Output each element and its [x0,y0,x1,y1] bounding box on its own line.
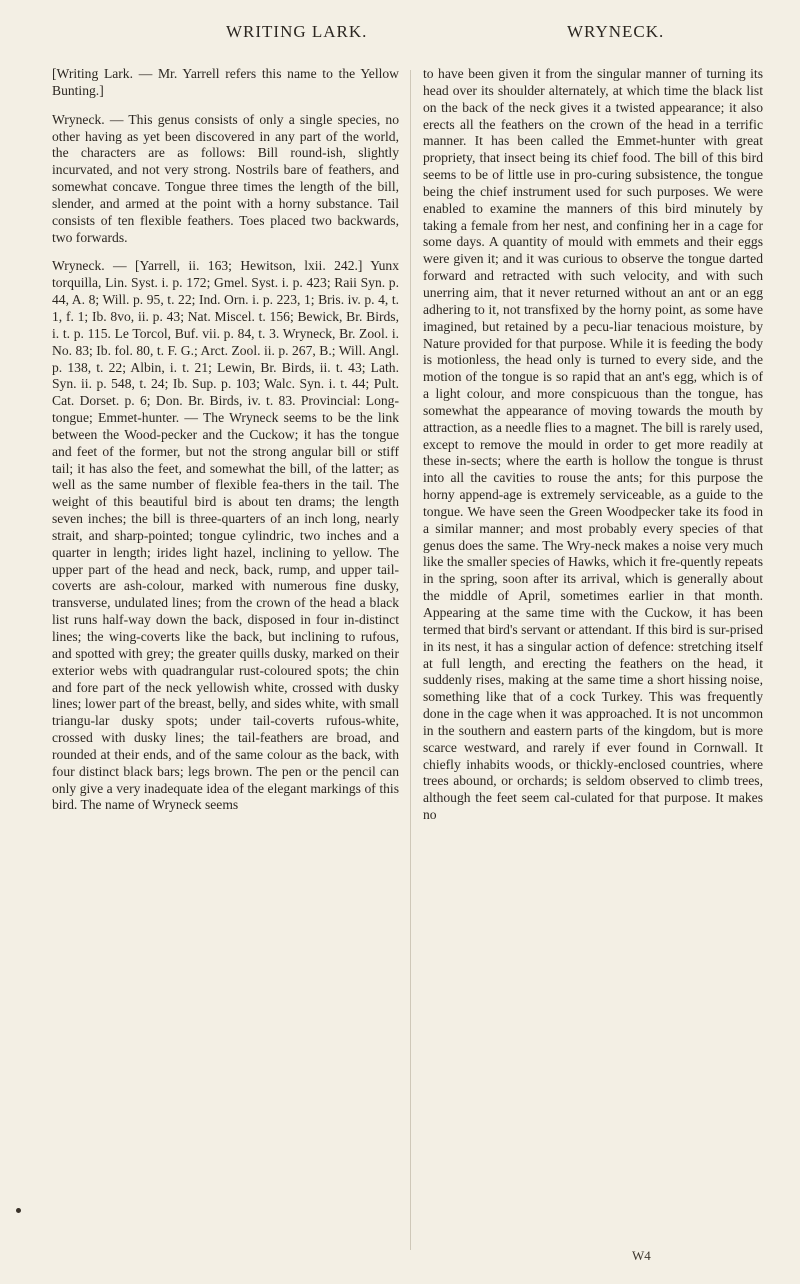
margin-mark [16,1208,21,1213]
genus-description: Wryneck. — This genus consists of only a single species, no other having as yet been discovered in any part of the world, the characters are as follows: Bill round-ish, slightly incurvated, and not very strong. Nostrils bare of feathers, and somewhat concave. Tongue three times the length of the bill, slender, and armed at the point with a horny substance. Tail consists of ten flexible feathers. Toes placed two backwards, two forwards. [52,111,399,245]
left-column [52,66,399,814]
editorial-note: [Writing Lark. — Mr. Yarrell refers this name to the Yellow Bunting.] [52,66,399,98]
right-column [423,66,763,824]
species-entry-continued: to have been given it from the singular manner of turning its head over its shoulder alternately, at which time the black list on the back of the neck gives it a twisted appearance; it also erects all the feathers on the crown of the head in a terrific manner. It has been called the Emmet-hunter with great propriety, that insect being its chief food. The bill of this bird seems to be of little use in pro-curing subsistence, the tongue being the chief instrument used for such purposes. We were enabled to examine the manners of this bird minutely by taking a female from her nest, and confining her in a cage for some days. A quantity of mould with emmets and their eggs were given it; and it was curious to observe the tongue darted forward and retracted with such velocity, and with such unerring aim, that it never returned without an ant or an egg adhering to it, not transfixed by the horny point, as some have imagined, but retained by a pecu-liar tenacious moisture, by Nature provided for that purpose. While it is feeding the body is motionless, the head only is turned to every side, and the motion of the tongue is so rapid that an ant's egg, which is of a light colour, and more conspicuous than the tongue, has somewhat the appearance of moving towards the mouth by attraction, as a needle flies to a magnet. The bill is rarely used, except to remove the mould in order to get more readily at these in-sects; where the earth is hollow the tongue is thrust into all the cavities to rouse the ants; for this purpose the horny append-age is extremely serviceable, as a guide to the tongue. We have seen the Green Woodpecker take its food in a similar manner; and most probably every species of that genus does the same. The Wry-neck makes a noise very much like the smaller species of Hawks, which it fre-quently repeats in the spring, soon after its arrival, which is generally about the middle of April, sometimes earlier in that month. Appearing at the same time with the Cuckow, it has been termed that bird's servant or attendant. If this bird is sur-prised in its nest, it has a singular action of defence: stretching itself at full length, and erecting the feathers on the head, it suddenly rises, making at the same time a short hissing noise, something like that of a cock Turkey. This was frequently done in the cage when it was approached. It is not uncommon in the southern and eastern parts of the kingdom, but is more scarce westward, and rarely if ever found in Cornwall. It chiefly inhabits woods, or thickly-enclosed countries, where trees abound, or orchards; is seldom observed to climb trees, although the feet seem cal-culated for that purpose. It makes no [423,66,763,823]
species-entry: Wryneck. — [Yarrell, ii. 163; Hewitson, lxii. 242.] Yunx torquilla, Lin. Syst. i. p. 172; Gmel. Syst. i. p. 423; Raii Syn. p. 44, A. 8; Will. p. 95, t. 22; Ind. Orn. i. p. 223, 1; Bris. iv. p. 4, t. 1, f. 1; Ib. 8vo, ii. p. 43; Nat. Miscel. t. 156; Bewick, Br. Birds, i. t. p. 115. Le Torcol, Buf. vii. p. 84, t. 3. Wryneck, Br. Zool. i. No. 83; Ib. fol. 80, t. F. G.; Arct. Zool. ii. p. 267, B.; Will. Angl. p. 138, t. 22; Albin, i. t. 21; Lewin, Br. Birds, ii. t. 43; Lath. Syn. ii. p. 548, t. 24; Ib. Sup. p. 103; Walc. Syn. i. t. 44; Pult. Cat. Dorset. p. 6; Don. Br. Birds, iv. t. 83. Provincial: Long-tongue; Emmet-hunter. — The Wryneck seems to be the link between the Wood-pecker and the Cuckow; it has the tongue and feet of the former, but not the strong angular bill or stiff tail; it has also the feet, and somewhat the bill, of the latter; as well as the same number of flexible fea-thers in the tail. The weight of this beautiful bird is about ten drams; the length seven inches; the bill is three-quarters of an inch long, nearly strait, and sharp-pointed; tongue cylindric, two inches and a quarter in length; irides light hazel, inclining to yellow. The upper part of the head and neck, back, rump, and upper tail-coverts are ash-colour, marked with numerous fine dusky, transverse, undulated lines; from the crown of the head a black list runs half-way down the back, disposed in four in-distinct lines; the wing-coverts like the back, but inclining to rufous, and spotted with grey; the greater quills dusky, marked on their exterior webs with quadrangular rust-coloured spots; the chin and fore part of the neck yellowish white, crossed with dusky lines; lower part of the breast, belly, and sides white, with small triangu-lar dusky spots; under tail-coverts rufous-white, crossed with dusky lines; the tail-feathers are broad, and rounded at their ends, and of the same colour as the back, with four distinct black bars; legs brown. The pen or the pencil can only give a very inadequate idea of the elegant markings of this bird. The name of Wryneck seems [52,258,399,813]
page-folio: W4 [632,1248,651,1263]
column-divider [410,70,411,1250]
running-head-right: WRYNECK. [567,22,665,41]
running-head-left: WRITING LARK. [226,22,368,41]
